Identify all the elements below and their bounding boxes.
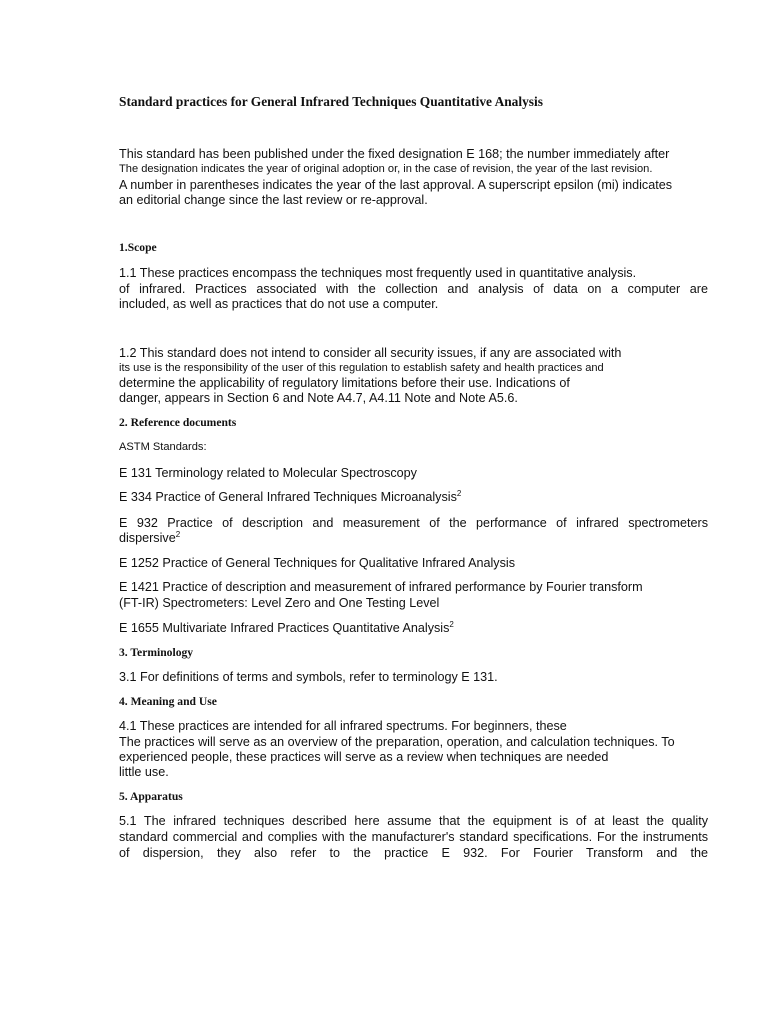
reference-item-e131: E 131 Terminology related to Molecular Spectroscopy (119, 466, 417, 480)
reference-item-e1252: E 1252 Practice of General Techniques for Qualitative Infrared Analysis (119, 556, 515, 570)
paragraph-line: danger, appears in Section 6 and Note A4.7, A4.11 Note and Note A5.6. (119, 391, 518, 405)
paragraph-line: determine the applicability of regulatory limitations before their use. Indications of (119, 376, 570, 390)
reference-text: E 1655 Multivariate Infrared Practices Quantitative Analysis (119, 621, 450, 635)
reference-item-e334 (119, 489, 461, 505)
reference-text: dispersive (119, 531, 176, 545)
reference-item-e1421-cont: (FT-IR) Spectrometers: Level Zero and One Testing Level (119, 596, 440, 610)
intro-line: This standard has been published under the fixed designation E 168; the number immediately after (119, 147, 670, 161)
paragraph-line: 4.1 These practices are intended for all infrared spectrums. For beginners, these (119, 719, 567, 733)
paragraph-line: The practices will serve as an overview of the preparation, operation, and calculation techniques. To (119, 735, 675, 749)
paragraph-line: of infrared. Practices associated with the collection and analysis of data on a computer are (119, 282, 708, 296)
paragraph-line: 3.1 For definitions of terms and symbols, refer to terminology E 131. (119, 670, 498, 684)
paragraph-line: included, as well as practices that do not use a computer. (119, 297, 439, 311)
intro-line: an editorial change since the last review or re-approval. (119, 193, 428, 207)
section-heading-apparatus: 5. Apparatus (119, 790, 183, 803)
paragraph-line: 1.2 This standard does not intend to consider all security issues, if any are associated with (119, 346, 622, 360)
reference-text: E 334 Practice of General Infrared Techniques Microanalysis (119, 490, 457, 504)
document-title: Standard practices for General Infrared Techniques Quantitative Analysis (119, 94, 543, 109)
footnote-mark: 2 (449, 620, 454, 629)
paragraph-line: standard commercial and complies with the manufacturer's standard specifications. For the instruments (119, 830, 708, 844)
section-heading-meaning: 4. Meaning and Use (119, 695, 217, 708)
reference-item-e932-cont (119, 530, 180, 546)
section-heading-scope: 1.Scope (119, 241, 157, 254)
paragraph-line: 5.1 The infrared techniques described here assume that the equipment is of at least the quality (119, 814, 708, 828)
footnote-mark: 2 (456, 489, 462, 498)
intro-line: The designation indicates the year of original adoption or, in the case of revision, the year of the last revision. (119, 163, 653, 175)
intro-line: A number in parentheses indicates the year of the last approval. A superscript epsilon (mi) indicates (119, 178, 673, 192)
paragraph-line: of dispersion, they also refer to the practice E 932. For Fourier Transform and the (119, 846, 708, 860)
reference-item-e1421: E 1421 Practice of description and measurement of infrared performance by Fourier transform (119, 580, 643, 594)
section-heading-terminology: 3. Terminology (119, 646, 194, 659)
paragraph-line: experienced people, these practices will serve as a review when techniques are needed (119, 750, 609, 764)
footnote-mark: 2 (175, 530, 181, 539)
section-heading-references: 2. Reference documents (119, 416, 237, 429)
paragraph-line: little use. (119, 765, 169, 779)
paragraph-line: 1.1 These practices encompass the techniques most frequently used in quantitative analysis. (119, 266, 637, 280)
paragraph-line: its use is the responsibility of the user of this regulation to establish safety and health practices and (119, 362, 604, 374)
references-subheading: ASTM Standards: (119, 441, 207, 453)
reference-item-e932: E 932 Practice of description and measurement of the performance of infrared spectrometers (119, 516, 708, 530)
reference-item-e1655 (119, 620, 454, 636)
